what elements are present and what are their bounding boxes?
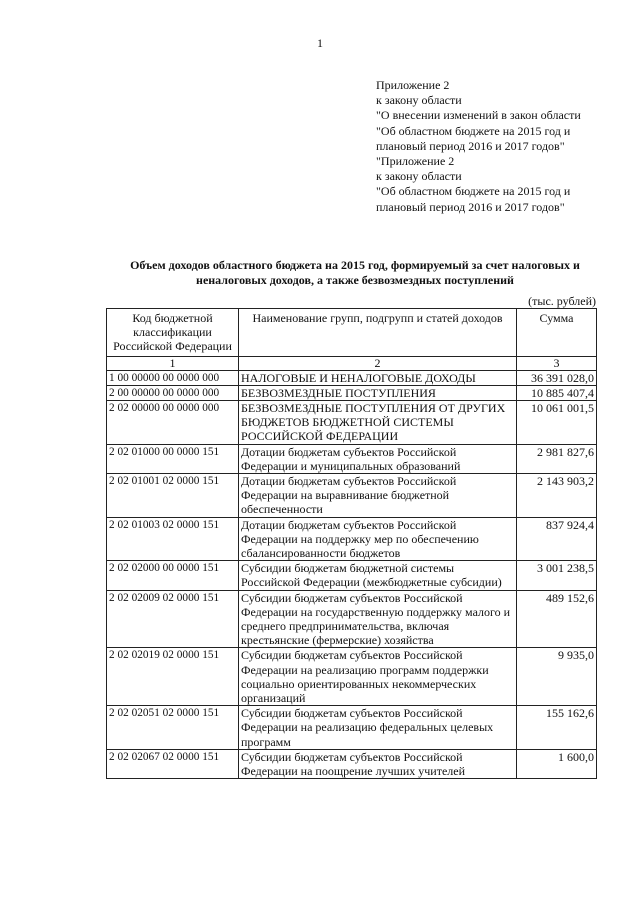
table-row (107, 474, 597, 518)
row-sum: 10 885 407,4 (517, 385, 597, 400)
row-code: 2 02 02067 02 0000 151 (107, 749, 239, 778)
column-number-row (107, 356, 597, 370)
row-name: Дотации бюджетам субъектов Российской Федерации и муниципальных образований (239, 444, 517, 473)
table-row (107, 444, 597, 473)
row-sum: 1 600,0 (517, 749, 597, 778)
row-sum: 155 162,6 (517, 706, 597, 750)
row-sum: 2 981 827,6 (517, 444, 597, 473)
table-row (107, 370, 597, 385)
header-code: Код бюджетной классификации Российской Федерации (107, 309, 239, 357)
appendix-line: плановый период 2016 и 2017 годов" (376, 199, 565, 214)
appendix-line: к закону области (376, 93, 462, 108)
row-name: Субсидии бюджетам субъектов Российской Федерации на реализацию программ поддержки социально ориентированных некоммерческих организаций (239, 648, 517, 706)
row-sum: 36 391 028,0 (517, 370, 597, 385)
row-name: Дотации бюджетам субъектов Российской Федерации на выравнивание бюджетной обеспеченности (239, 474, 517, 518)
unit-label: (тыс. рублей) (528, 294, 596, 308)
row-code: 2 00 00000 00 0000 000 (107, 385, 239, 400)
row-sum: 837 924,4 (517, 517, 597, 561)
row-sum: 3 001 238,5 (517, 561, 597, 590)
row-code: 1 00 00000 00 0000 000 (107, 370, 239, 385)
table-row (107, 648, 597, 706)
row-code: 2 02 02051 02 0000 151 (107, 706, 239, 750)
budget-table (106, 308, 597, 779)
row-code: 2 02 02000 00 0000 151 (107, 561, 239, 590)
appendix-line: Приложение 2 (376, 78, 450, 92)
row-code: 2 02 01000 00 0000 151 (107, 444, 239, 473)
row-name: НАЛОГОВЫЕ И НЕНАЛОГОВЫЕ ДОХОДЫ (239, 370, 517, 385)
row-name: Субсидии бюджетам субъектов Российской Федерации на государственную поддержку малого и среднего предпринимательства, включая крестьянские (фермерские) хозяйства (239, 590, 517, 648)
row-sum: 2 143 903,2 (517, 474, 597, 518)
table-row (107, 401, 597, 445)
column-number: 2 (239, 356, 517, 370)
header-sum: Сумма (517, 309, 597, 357)
appendix-line: плановый период 2016 и 2017 годов" (376, 138, 565, 153)
table-row (107, 590, 597, 648)
column-number: 1 (107, 356, 239, 370)
row-code: 2 02 02009 02 0000 151 (107, 590, 239, 648)
table-body (107, 370, 597, 779)
row-code: 2 02 01003 02 0000 151 (107, 517, 239, 561)
table-row (107, 706, 597, 750)
document-title: Объем доходов областного бюджета на 2015 год, формируемый за счет налоговых и неналоговых доходов, а также безвозмездных поступлений (130, 258, 580, 287)
appendix-line: "Приложение 2 (376, 154, 455, 169)
row-code: 2 02 02019 02 0000 151 (107, 648, 239, 706)
row-code: 2 02 01001 02 0000 151 (107, 474, 239, 518)
table-header-row (107, 309, 597, 357)
table-row (107, 749, 597, 778)
table-row (107, 561, 597, 590)
row-code: 2 02 00000 00 0000 000 (107, 401, 239, 445)
row-name: Субсидии бюджетам субъектов Российской Федерации на поощрение лучших учителей (239, 749, 517, 778)
row-name: Дотации бюджетам субъектов Российской Федерации на поддержку мер по обеспечению сбалансированности бюджетов (239, 517, 517, 561)
row-name: Субсидии бюджетам субъектов Российской Федерации на реализацию федеральных целевых программ (239, 706, 517, 750)
row-sum: 489 152,6 (517, 590, 597, 648)
page-number: 1 (317, 36, 323, 50)
appendix-line: "Об областном бюджете на 2015 год и (376, 123, 571, 138)
row-sum: 9 935,0 (517, 648, 597, 706)
appendix-note (376, 78, 626, 215)
appendix-line: "Об областном бюджете на 2015 год и (376, 184, 571, 199)
table-row (107, 517, 597, 561)
row-name: Субсидии бюджетам бюджетной системы Российской Федерации (межбюджетные субсидии) (239, 561, 517, 590)
header-name: Наименование групп, подгрупп и статей доходов (239, 309, 517, 357)
appendix-line: "О внесении изменений в закон области (376, 108, 581, 123)
table-row (107, 385, 597, 400)
row-sum: 10 061 001,5 (517, 401, 597, 445)
column-number: 3 (517, 356, 597, 370)
row-name: БЕЗВОЗМЕЗДНЫЕ ПОСТУПЛЕНИЯ ОТ ДРУГИХ БЮДЖЕТОВ БЮДЖЕТНОЙ СИСТЕМЫ РОССИЙСКОЙ ФЕДЕРАЦИИ (239, 401, 517, 445)
appendix-line: к закону области (376, 169, 462, 184)
row-name: БЕЗВОЗМЕЗДНЫЕ ПОСТУПЛЕНИЯ (239, 385, 517, 400)
